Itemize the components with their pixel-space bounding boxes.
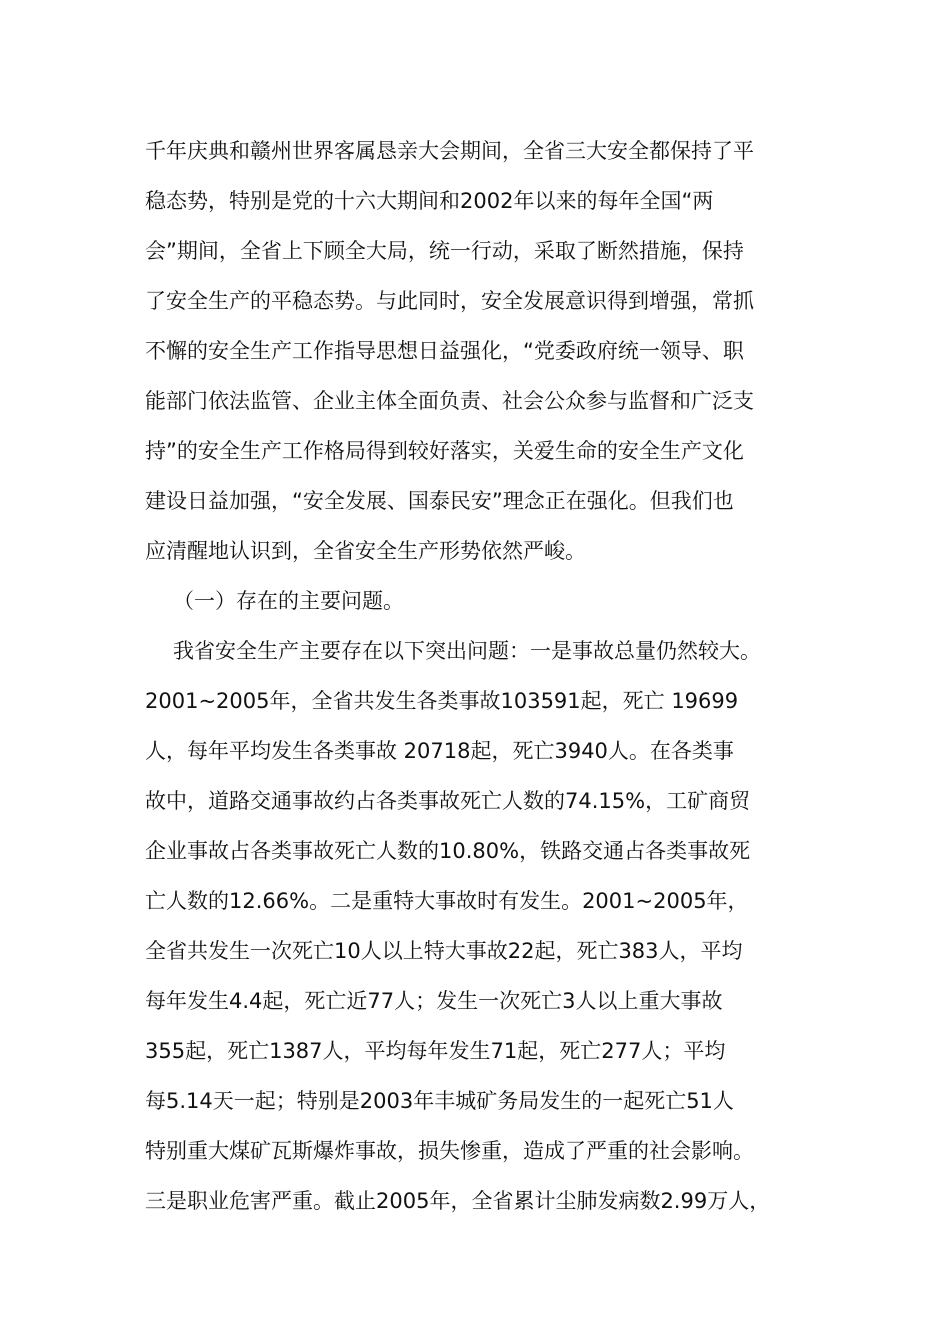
text-line: 千年庆典和赣州世界客属恳亲大会期间，全省三大安全都保持了平 bbox=[145, 139, 754, 163]
section-heading: （一）存在的主要问题。 bbox=[173, 589, 404, 613]
text-line: 建设日益加强，“安全发展、国泰民安”理念正在强化。但我们也 bbox=[145, 489, 734, 513]
text-line: 特别重大煤矿瓦斯爆炸事故，损失惨重，造成了严重的社会影响。 bbox=[145, 1139, 754, 1163]
text-line: 三是职业危害严重。截止2005年，全省累计尘肺发病数2.99万人， bbox=[145, 1189, 771, 1213]
text-line: 每年发生4.4起，死亡近77人；发生一次死亡3人以上重大事故 bbox=[145, 989, 723, 1013]
text-line: 故中，道路交通事故约占各类事故死亡人数的74.15%，工矿商贸 bbox=[145, 789, 751, 813]
text-line: 应清醒地认识到，全省安全生产形势依然严峻。 bbox=[145, 539, 586, 563]
text-line: 不懈的安全生产工作指导思想日益强化，“党委政府统一领导、职 bbox=[145, 339, 744, 363]
text-line: 企业事故占各类事故死亡人数的10.80%，铁路交通占各类事故死 bbox=[145, 839, 751, 863]
text-line: 我省安全生产主要存在以下突出问题：一是事故总量仍然较大。 bbox=[173, 639, 761, 663]
text-line: 355起，死亡1387人，平均每年发生71起，死亡277人；平均 bbox=[145, 1039, 726, 1063]
text-line: 了安全生产的平稳态势。与此同时，安全发展意识得到增强，常抓 bbox=[145, 289, 754, 313]
text-line: 稳态势，特别是党的十六大期间和2002年以来的每年全国“两 bbox=[145, 189, 714, 213]
text-line: 亡人数的12.66%。二是重特大事故时有发生。2001~2005年， bbox=[145, 889, 749, 913]
document-body bbox=[145, 126, 825, 1226]
text-line: 持”的安全生产工作格局得到较好落实，关爱生命的安全生产文化 bbox=[145, 439, 744, 463]
text-line: 会”期间，全省上下顾全大局，统一行动，采取了断然措施，保持 bbox=[145, 239, 744, 263]
text-line: 2001~2005年，全省共发生各类事故103591起，死亡 19699 bbox=[145, 689, 739, 713]
text-line: 人，每年平均发生各类事故 20718起，死亡3940人。在各类事 bbox=[145, 739, 734, 763]
text-line: 能部门依法监管、企业主体全面负责、社会公众参与监督和广泛支 bbox=[145, 389, 754, 413]
text-line: 全省共发生一次死亡10人以上特大事故22起，死亡383人，平均 bbox=[145, 939, 743, 963]
text-line: 每5.14天一起；特别是2003年丰城矿务局发生的一起死亡51人 bbox=[145, 1089, 734, 1113]
